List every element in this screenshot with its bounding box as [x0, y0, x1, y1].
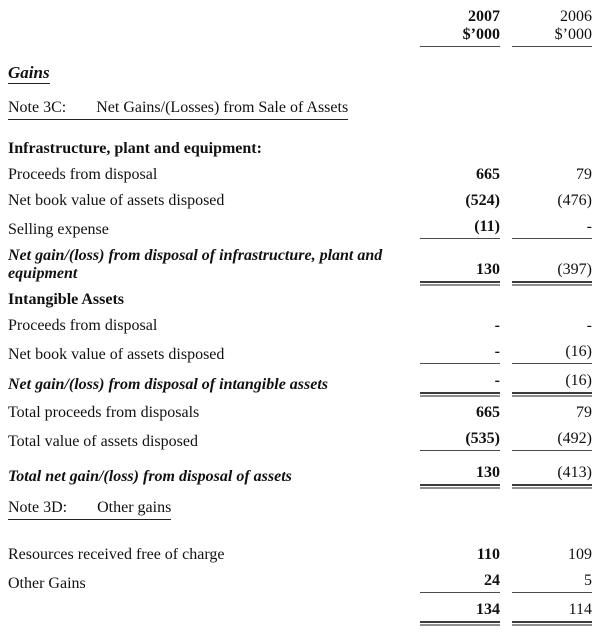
note3d-title-text: Other gains [97, 499, 172, 516]
value-2007: (11) [420, 218, 500, 239]
value-2006: 5 [512, 572, 592, 593]
row-label: Net gain/(loss) from disposal of infrastructure, plant and equipment [8, 247, 383, 282]
table-row [8, 291, 592, 309]
note3d-title [8, 498, 171, 520]
value-2006: (476) [557, 192, 592, 209]
table-row [8, 372, 592, 394]
table-row [8, 572, 592, 593]
row-label: Infrastructure, plant and equipment: [8, 140, 262, 157]
value-2006: (16) [512, 372, 592, 394]
value-2007: (524) [465, 192, 500, 209]
row-label: Resources received free of charge [8, 546, 225, 563]
table-row [8, 464, 592, 486]
row-label: Selling expense [8, 221, 109, 238]
row-label: Net gain/(loss) from disposal of intangible assets [8, 376, 329, 393]
row-label: Total value of assets disposed [8, 433, 198, 450]
value-2006: - [586, 317, 592, 334]
value-2006: (397) [512, 261, 592, 283]
value-2007: 24 [420, 572, 500, 593]
row-label: Total proceeds from disposals [8, 404, 200, 421]
note3d-rows [8, 546, 592, 623]
row-label: Total net gain/(loss) from disposal of assets [8, 468, 292, 485]
row-label: Other Gains [8, 575, 86, 592]
value-2007: - [494, 317, 500, 334]
value-2006: 109 [568, 546, 592, 563]
value-2007: 134 [420, 601, 500, 623]
table-row [8, 247, 592, 283]
value-2006: 114 [512, 601, 592, 623]
value-2007: - [420, 372, 500, 394]
value-2006: (16) [512, 343, 592, 364]
note3c-rows [8, 140, 592, 486]
column-headers [8, 8, 592, 47]
table-row [8, 140, 592, 158]
row-label: Net book value of assets disposed [8, 346, 225, 363]
table-row [8, 192, 592, 210]
table-row [8, 343, 592, 364]
table-row [8, 404, 592, 422]
row-label: Intangible Assets [8, 291, 125, 308]
note3d-label: Note 3D: [8, 499, 68, 516]
value-2006: (413) [512, 464, 592, 486]
note3d-title-wrap [8, 498, 592, 540]
value-2007: 130 [420, 261, 500, 283]
year-2007-label: 2007 [468, 8, 500, 25]
note3c-title [8, 98, 348, 120]
value-2006: - [512, 218, 592, 239]
value-2007: 665 [476, 166, 500, 183]
note3c-label: Note 3C: [8, 99, 67, 116]
section-heading-gains: Gains [8, 63, 50, 82]
column-header-2006 [512, 8, 592, 47]
value-2006: 79 [576, 166, 592, 183]
value-2007: 130 [420, 464, 500, 486]
row-label: Net book value of assets disposed [8, 192, 225, 209]
table-row [8, 546, 592, 564]
value-2007: 665 [476, 404, 500, 421]
unit-2007-label: $’000 [462, 26, 500, 43]
value-2007: (535) [420, 430, 500, 451]
table-row [8, 218, 592, 239]
value-2006: (492) [512, 430, 592, 451]
unit-2006-label: $’000 [554, 26, 592, 43]
year-2006-label: 2006 [560, 8, 592, 25]
table-row [8, 317, 592, 335]
column-header-2007 [420, 8, 500, 47]
note3c-title-text: Net Gains/(Losses) from Sale of Assets [96, 99, 349, 116]
value-2006: 79 [576, 404, 592, 421]
gains-heading-wrap [8, 53, 592, 98]
table-row [8, 601, 592, 623]
value-2007: 110 [476, 546, 500, 563]
table-row [8, 166, 592, 184]
note3c-title-wrap [8, 98, 592, 140]
row-label: Proceeds from disposal [8, 317, 158, 334]
row-label: Proceeds from disposal [8, 166, 158, 183]
table-row [8, 430, 592, 451]
value-2007: - [420, 343, 500, 364]
